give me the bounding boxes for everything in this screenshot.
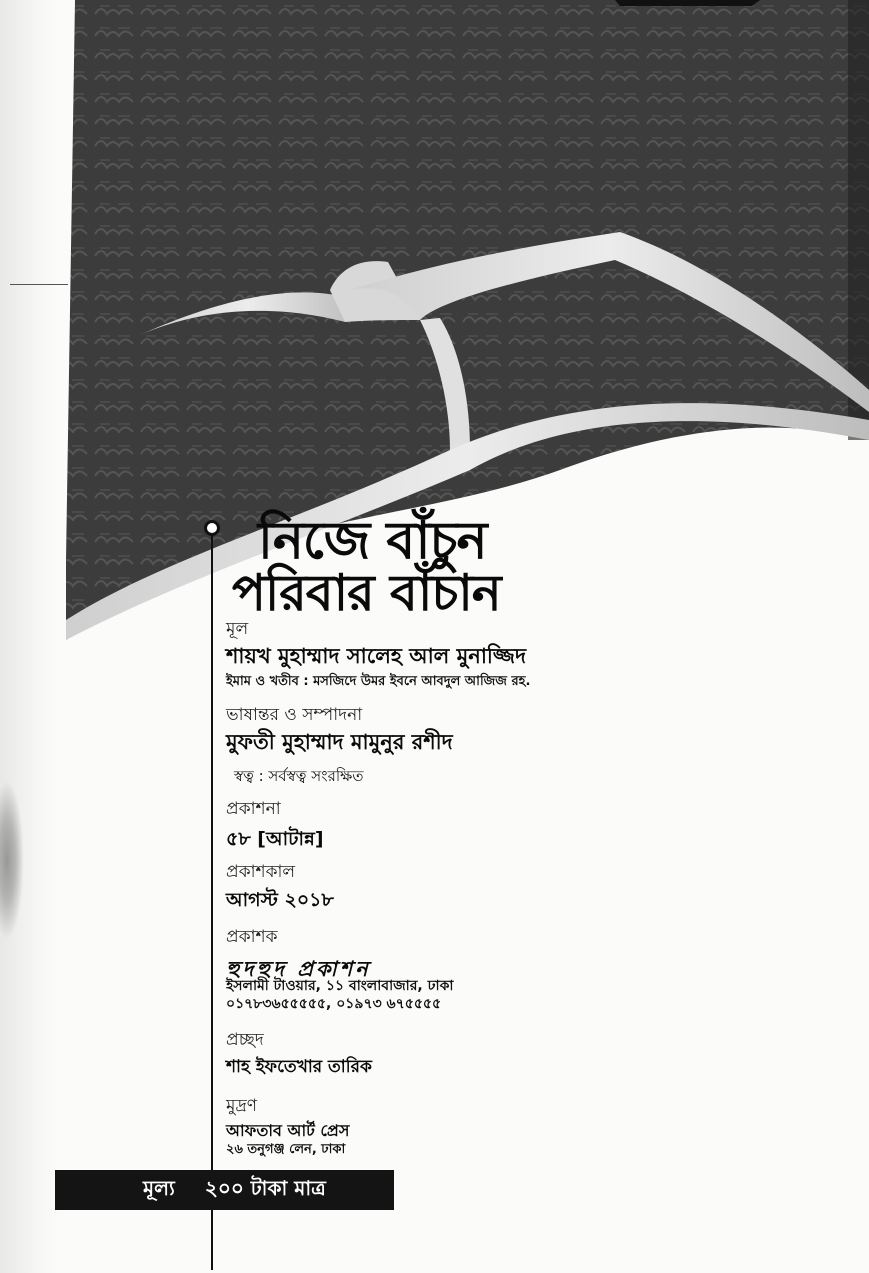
publication-number: ৫৮ [আটান্ন] (226, 828, 324, 850)
price-value: ২০০ টাকা মাত্র (204, 1175, 326, 1200)
publish-date-label: প্রকাশকাল (226, 862, 296, 882)
translator-name: মুফতী মুহাম্মাদ মামুনুর রশীদ (226, 730, 453, 754)
cover-designer: শাহ ইফতেখার তারিক (226, 1057, 372, 1077)
price-bar (55, 1170, 394, 1210)
printing-label: মুদ্রণ (226, 1096, 258, 1116)
printing-press: আফতাব আর্ট প্রেস (226, 1121, 350, 1140)
book-title-line-2: পরিবার বাঁচান (232, 564, 501, 622)
rule-dot-ornament (204, 520, 220, 536)
printing-address: ২৬ তনুগঞ্জ লেন, ঢাকা (226, 1142, 346, 1157)
author-note: ইমাম ও খতীব : মসজিদে উমর ইবনে আবদুল আজিজ রহ. (226, 674, 531, 689)
price-label: মূল্য (143, 1175, 175, 1200)
publisher-label: প্রকাশক (226, 927, 278, 947)
author-name: শায়খ মুহাম্মাদ সালেহ আল মুনাজ্জিদ (226, 644, 527, 668)
copyright-note: স্বত্ব : সর্বস্বত্ব সংরক্ষিত (234, 767, 364, 785)
publisher-phones: ০১৭৮৩৬৫৫৫৫৫, ০১৯৭৩ ৬৭৫৫৫৫ (226, 996, 442, 1012)
translation-label: ভাষান্তর ও সম্পাদনা (226, 705, 363, 725)
book-title-line-1: নিজে বাঁচুন (258, 511, 487, 571)
original-label: মূল (226, 619, 249, 639)
cover-label: প্রচ্ছদ (226, 1030, 264, 1050)
vertical-rule (211, 530, 213, 1270)
publisher-address: ইসলামী টাওয়ার, ১১ বাংলাবাজার, ঢাকা (226, 978, 454, 994)
publish-date: আগস্ট ২০১৮ (226, 889, 334, 911)
publication-label: প্রকাশনা (226, 799, 281, 819)
publisher-logo: হুদহুদ প্রকাশন (226, 957, 371, 981)
